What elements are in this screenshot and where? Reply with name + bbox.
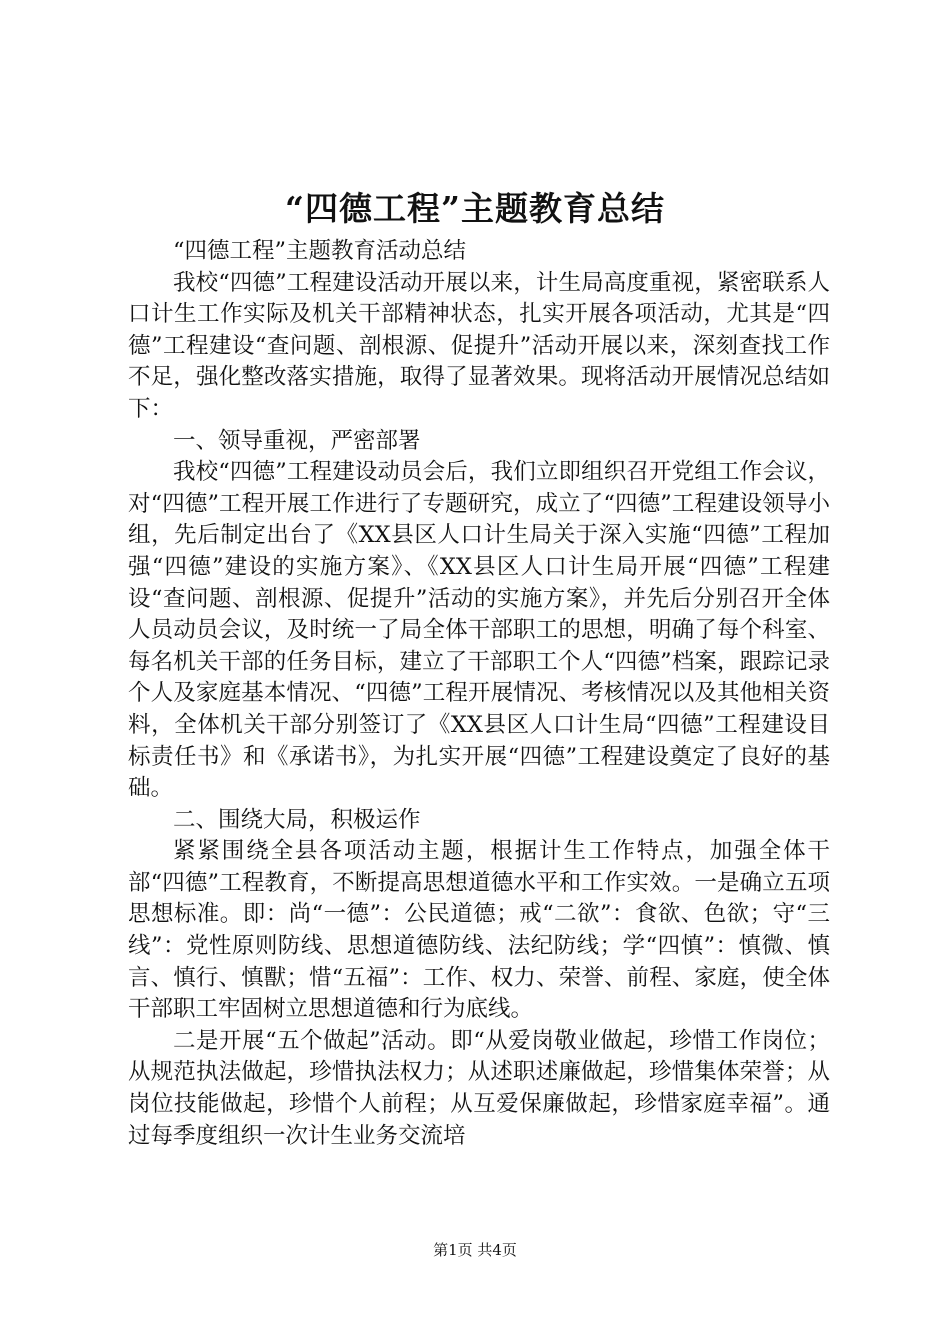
section-2-paragraph-1: 紧紧围绕全县各项活动主题，根据计生工作特点，加强全体干部“四德”工程教育，不断提高思想道德水平和工作实效。一是确立五项思想标准。即：尚“一德”：公民道德；戒“二欲”：食欲、色欲；守“三线”：党性原则防线、思想道德防线、法纪防线；学“四慎”：慎微、慎言、慎行、慎獸；惜“五福”：工作、权力、荣誉、前程、家庭，使全体干部职工牢固树立思想道德和行为底线。 (128, 838, 830, 1023)
section-heading-2: 二、围绕大局，积极运作 (173, 806, 421, 833)
section-2-paragraph-2: 二是开展“五个做起”活动。即“从爱岗敬业做起，珍惜工作岗位；从规范执法做起，珍惜执法权力；从述职述廉做起，珍惜集体荣誉；从岗位技能做起，珍惜个人前程；从互爱保廉做起，珍惜家庭幸福”。通过每季度组织一次计生业务交流培 (128, 1027, 830, 1149)
section-1-paragraph: 我校“四德”工程建设动员会后，我们立即组织召开党组工作会议，对“四德”工程开展工作进行了专题研究，成立了“四德”工程建设领导小组，先后制定出台了《XX县区人口计生局关于深入实施“四德”工程加强“四德”建设的实施方案》、《XX县区人口计生局开展“四德”工程建设“查问题、剖根源、促提升”活动的实施方案》，并先后分别召开全体人员动员会议，及时统一了局全体干部职工的思想，明确了每个科室、每名机关干部的任务目标，建立了干部职工个人“四德”档案，跟踪记录个人及家庭基本情况、“四德”工程开展情况、考核情况以及其他相关资料，全体机关干部分别签订了《XX县区人口计生局“四德”工程建设目标责任书》和《承诺书》，为扎实开展“四德”工程建设奠定了良好的基础。 (128, 459, 830, 802)
document-title: “四德工程”主题教育总结 (285, 189, 665, 228)
intro-paragraph: 我校“四德”工程建设活动开展以来，计生局高度重视，紧密联系人口计生工作实际及机关干部精神状态，扎实开展各项活动，尤其是“四德”工程建设“查问题、剖根源、促提升”活动开展以来，深刻查找工作不足，强化整改落实措施，取得了显著效果。现将活动开展情况总结如下： (128, 269, 830, 422)
document-body (128, 236, 830, 1152)
subtitle-paragraph: “四德工程”主题教育活动总结 (173, 238, 467, 264)
page-footer: 第1页 共4页 (433, 1241, 517, 1259)
section-heading-1: 一、领导重视，严密部署 (173, 427, 421, 454)
